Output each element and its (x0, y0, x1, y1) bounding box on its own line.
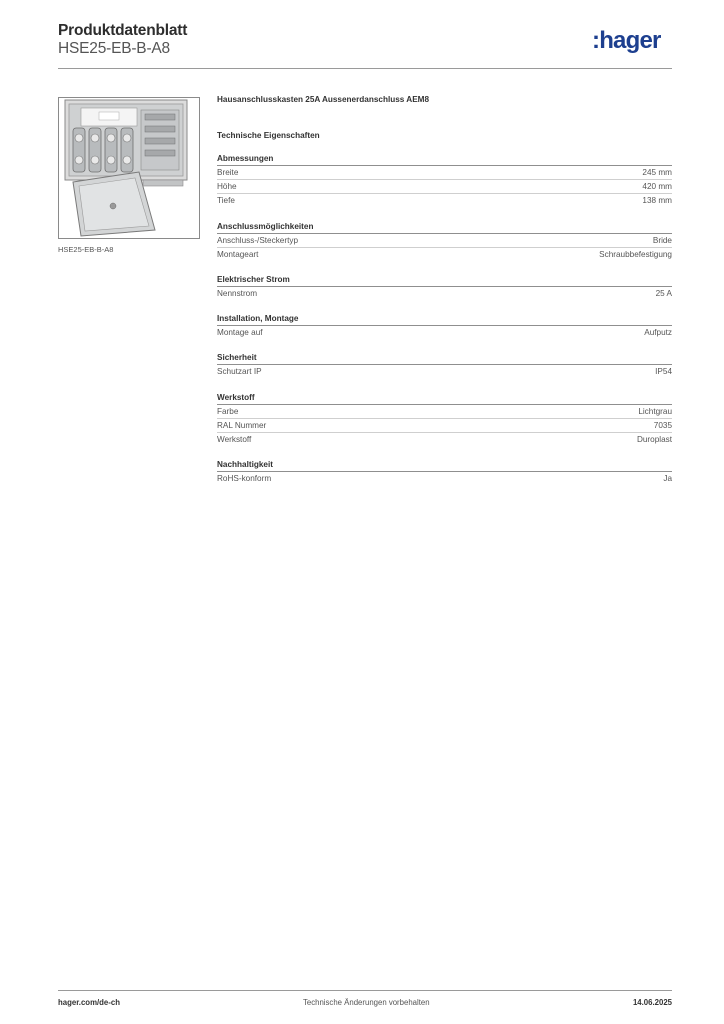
group-electric-current (217, 275, 672, 301)
property-row (217, 419, 672, 433)
property-value: 138 mm (642, 196, 672, 206)
property-row (217, 433, 672, 447)
property-value: Duroplast (636, 434, 672, 444)
header-divider (58, 68, 672, 69)
property-value: 7035 (653, 420, 672, 430)
property-label: Breite (217, 168, 239, 177)
group-heading: Abmessungen (217, 154, 672, 166)
footer-divider (58, 990, 672, 991)
page-title: Produktdatenblatt (58, 22, 188, 39)
property-label: Werkstoff (217, 434, 252, 444)
group-safety (217, 353, 672, 379)
property-row (217, 234, 672, 248)
property-label: Nennstrom (217, 288, 258, 298)
property-value: IP54 (655, 367, 672, 377)
property-label: RAL Nummer (217, 420, 267, 430)
property-value: 245 mm (642, 168, 672, 177)
group-heading: Elektrischer Strom (217, 275, 672, 287)
property-value: Lichtgrau (638, 406, 672, 416)
product-code-subtitle: HSE25-EB-B-A8 (58, 40, 170, 57)
property-label: RoHS-konform (217, 474, 272, 484)
group-heading: Sicherheit (217, 353, 672, 365)
property-label: Höhe (217, 182, 237, 192)
group-heading: Werkstoff (217, 393, 672, 405)
property-row (217, 326, 672, 340)
section-title: Technische Eigenschaften (217, 131, 320, 140)
property-row (217, 248, 672, 262)
group-material (217, 393, 672, 448)
group-heading: Anschlussmöglichkeiten (217, 222, 672, 234)
footer-website-link[interactable]: hager.com/de-ch (58, 998, 120, 1007)
property-label: Montageart (217, 249, 259, 259)
property-value: Bride (652, 235, 672, 245)
property-label: Montage auf (217, 328, 263, 338)
property-value: Ja (663, 474, 672, 484)
property-row (217, 194, 672, 208)
group-connection-options (217, 222, 672, 262)
property-row (217, 166, 672, 180)
group-dimensions (217, 154, 672, 209)
distribution-box-illustration (59, 98, 199, 238)
group-sustainability (217, 460, 672, 486)
property-value: 25 A (655, 288, 672, 298)
property-row (217, 405, 672, 419)
footer-notice: Technische Änderungen vorbehalten (303, 998, 430, 1007)
property-value: Aufputz (644, 328, 672, 338)
footer-date: 14.06.2025 (632, 998, 672, 1007)
property-row (217, 365, 672, 379)
technical-properties (217, 95, 672, 499)
image-caption: HSE25-EB-B-A8 (58, 245, 114, 254)
property-row (217, 472, 672, 486)
property-value: 420 mm (642, 182, 672, 192)
product-description: Hausanschlusskasten 25A Aussenerdanschluss AEM8 (217, 95, 430, 104)
property-label: Farbe (217, 406, 239, 416)
group-heading: Installation, Montage (217, 314, 672, 326)
property-label: Anschluss-/Steckertyp (217, 235, 298, 245)
product-image (58, 97, 200, 239)
property-row (217, 287, 672, 301)
hager-logo: :hager (592, 27, 661, 54)
property-label: Tiefe (217, 196, 235, 206)
group-installation (217, 314, 672, 340)
property-row (217, 180, 672, 194)
property-label: Schutzart IP (217, 367, 262, 377)
property-value: Schraubbefestigung (599, 249, 672, 259)
group-heading: Nachhaltigkeit (217, 460, 672, 472)
